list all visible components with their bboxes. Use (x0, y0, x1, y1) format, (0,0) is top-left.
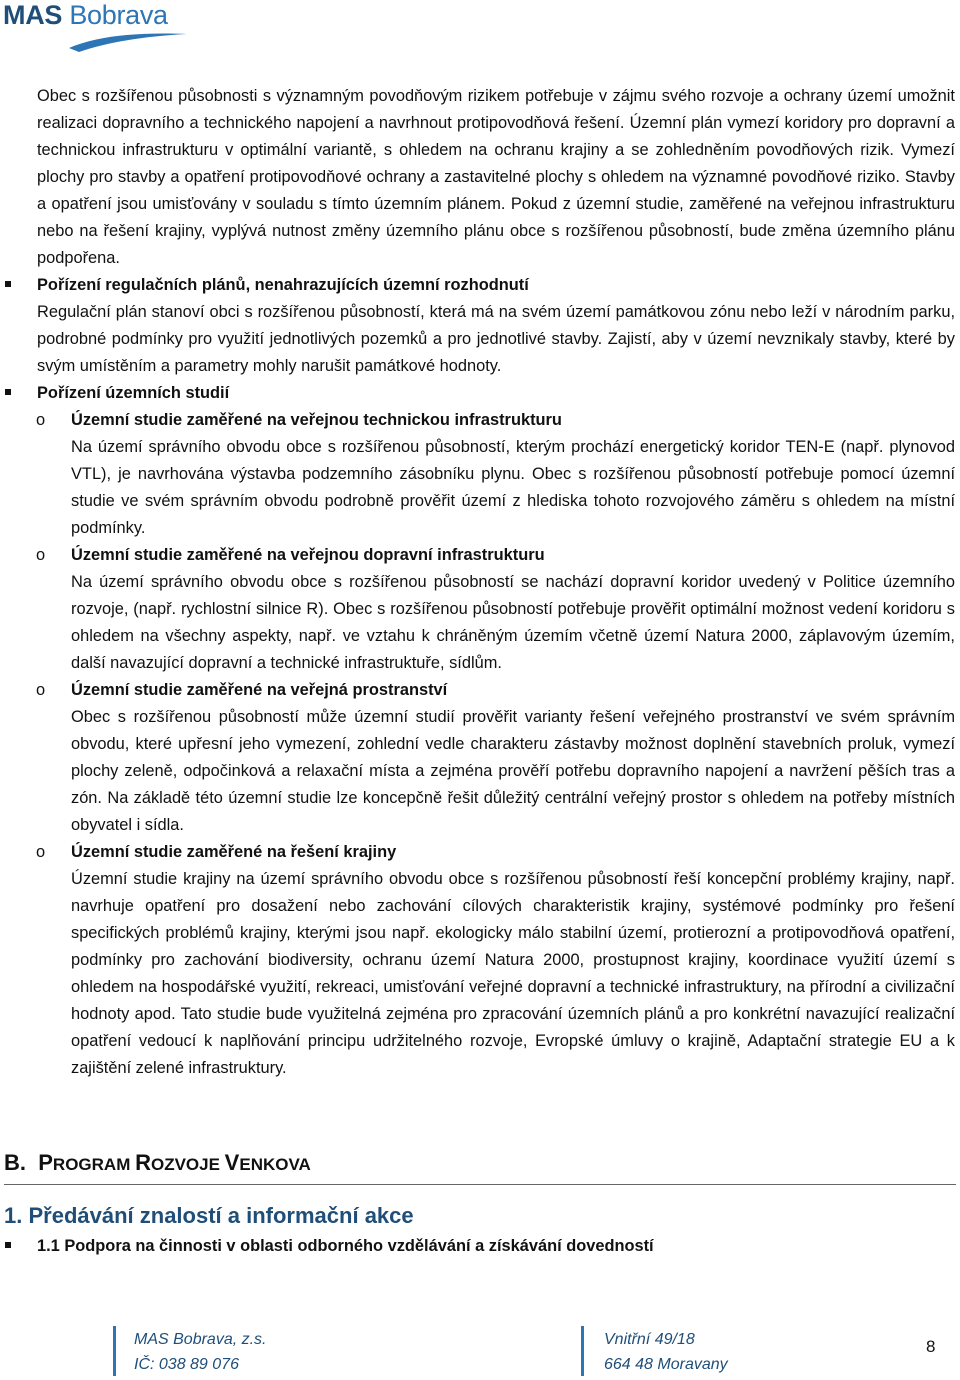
sub-item-text: Na území správního obvodu obce s rozšířenou působností se nachází dopravní koridor uvedený v Politice územního rozvoje, (např. rychlostní silnice R). Obec s rozšířenou působností potřebuje prověřit optimální možnost vedení koridoru s ohledem na všechny aspekty, např. ve vztahu k chráněným územím včetně území Natura 2000, záplavovým územím, další navazující dopravní a technické infrastruktuře, sídlům. (71, 573, 955, 672)
footer-org-id: IČ: 038 89 076 (134, 1356, 239, 1373)
footer-divider (113, 1326, 116, 1376)
page-number: 8 (926, 1337, 936, 1356)
sub-item-title: Územní studie zaměřené na veřejná prostranství (71, 681, 448, 699)
bullet-title: Pořízení územních studií (37, 384, 230, 402)
square-bullet-icon (5, 380, 11, 407)
section-b-letter: B. (4, 1150, 26, 1175)
heading-1-text: Předávání znalostí a informační akce (28, 1203, 414, 1228)
intro-paragraph (37, 83, 955, 272)
sub-item-technicka (37, 407, 955, 542)
intro-text-b: Vymezí plochy pro stavby a opatření protipovodňové ochrany a zastavitelné plochy s ohledem na významné povodňové riziko. Stavby a opatření jsou umisťovány v souladu s tímto územním plánem. (37, 141, 955, 213)
sub-item-krajina (37, 839, 955, 1082)
sub-bullet-marker: o (36, 681, 46, 699)
sub-item-prostranstvi (37, 677, 955, 839)
heading-1-1 (37, 1233, 654, 1260)
sub-bullet-marker: o (36, 411, 46, 429)
heading-1-number: 1. (4, 1203, 23, 1228)
sub-bullet-marker: o (36, 843, 46, 861)
sub-bullet-marker: o (36, 546, 46, 564)
sub-item-text: Na území správního obvodu obce s rozšířenou působností, kterým prochází energetický koridor TEN-E (např. plynovod VTL), je navrhována výstavba podzemního zásobníku plynu. Obec s rozšířenou působností potřebuje pomocí územní studie ve svém správním obvodu podrobně prověřit území z hlediska tohoto rozvojového záměru s ohledem na místní podmínky. (71, 438, 955, 537)
document-body (37, 83, 955, 1082)
section-b-heading: B. PROGRAM ROZVOJE VENKOVA (4, 1148, 956, 1185)
logo (3, 0, 193, 56)
footer-org-name: MAS Bobrava, z.s. (134, 1331, 267, 1348)
bullet-text: Regulační plán stanoví obci s rozšířenou působností, která má na svém území památkovou zónu nebo leží v národním parku, podrobné podmínky pro využití jednotlivých pozemků a pro jednotlivé stavby. Zajistí, aby v území nevznikaly stavby, které by svým umístěním a parametry mohly narušit památkové hodnoty. (37, 303, 955, 375)
sub-item-text: Obec s rozšířenou působností může územní studií prověřit varianty řešení veřejného prostranství ve svém správním obvodu, které upřesní jeho vymezení, zohlední vedle charakteru zástavby možnost doplnění stavebních proluk, vymezí plochy zeleně, odpočinková a relaxační místa a zejména prověří potřebu dopravního napojení a navržení pěších tras a zón. Na základě této územní studie lze koncepčně řešit důležitý centrální veřejný prostor s ohledem na potřeby místních obyvatel i sídla. (71, 708, 955, 834)
page-footer (0, 1322, 960, 1378)
heading-1 (4, 1200, 414, 1232)
footer-address (604, 1327, 728, 1377)
footer-org (134, 1327, 267, 1377)
footer-address-line-1: Vnitřní 49/18 (604, 1331, 695, 1348)
heading-1-1-text: 1.1 Podpora na činnosti v oblasti odborného vzdělávání a získávání dovedností (37, 1237, 654, 1255)
logo-brand-light: Bobrava (69, 0, 168, 30)
square-bullet-icon (5, 1233, 11, 1260)
bullet-uzemni-studie (37, 380, 955, 407)
bullet-regulacni-plany (37, 272, 955, 380)
logo-swoosh-icon (67, 30, 189, 52)
footer-address-line-2: 664 48 Moravany (604, 1356, 728, 1373)
intro-text-c: Pokud z územní studie, zaměřené na veřejnou infrastrukturu nebo na řešení krajiny, vyplývá nutnost změny územního plánu obce s rozšířenou působností, bude změna územního plánu podpořena. (37, 195, 955, 267)
square-bullet-icon (5, 272, 11, 299)
footer-divider (581, 1326, 584, 1376)
sub-item-title: Územní studie zaměřené na veřejnou dopravní infrastrukturu (71, 546, 545, 564)
sub-item-title: Územní studie zaměřené na veřejnou technickou infrastrukturu (71, 411, 562, 429)
sub-item-dopravni (37, 542, 955, 677)
sub-item-title: Územní studie zaměřené na řešení krajiny (71, 843, 397, 861)
logo-brand-bold: MAS (3, 0, 63, 30)
intro-text-a: Obec s rozšířenou působnosti s významným povodňovým rizikem potřebuje v zájmu svého rozvoje a ochrany území umožnit realizaci dopravního a technického napojení a navrhnout protipovodňová řešení. Územní plán vymezí koridory pro dopravní a technickou infrastrukturu v optimální variantě, s ohledem na ochranu krajiny a se zohledněním povodňových rizik. (37, 87, 955, 159)
sub-item-text: Územní studie krajiny na území správního obvodu obce s rozšířenou působností řeší koncepční problémy krajiny, např. navrhuje opatření pro dosažení nebo zachování cílových charakteristik krajiny, systémové podmínky pro řešení specifických problémů krajiny, kterými jsou např. ekologicky málo stabilní území, protierozní a protipovodňová opatření, podmínky pro zachování biodiversity, ochranu území Natura 2000, prostupnost krajiny, koordinace využití území s ohledem na hospodářské využití, rekreaci, umisťování veřejné dopravní a technické infrastruktury, na přírodní a civilizační hodnoty apod. Tato studie bude využitelná zejména pro zpracování územních plánů a pro konkrétní navazující realizační opatření vedoucí k naplňování principu udržitelného rozvoje, Evropské úmluvy o krajině, Adaptační strategie EU a k zajištění zelené infrastruktury. (71, 870, 955, 1077)
bullet-title: Pořízení regulačních plánů, nenahrazujících územní rozhodnutí (37, 276, 529, 294)
